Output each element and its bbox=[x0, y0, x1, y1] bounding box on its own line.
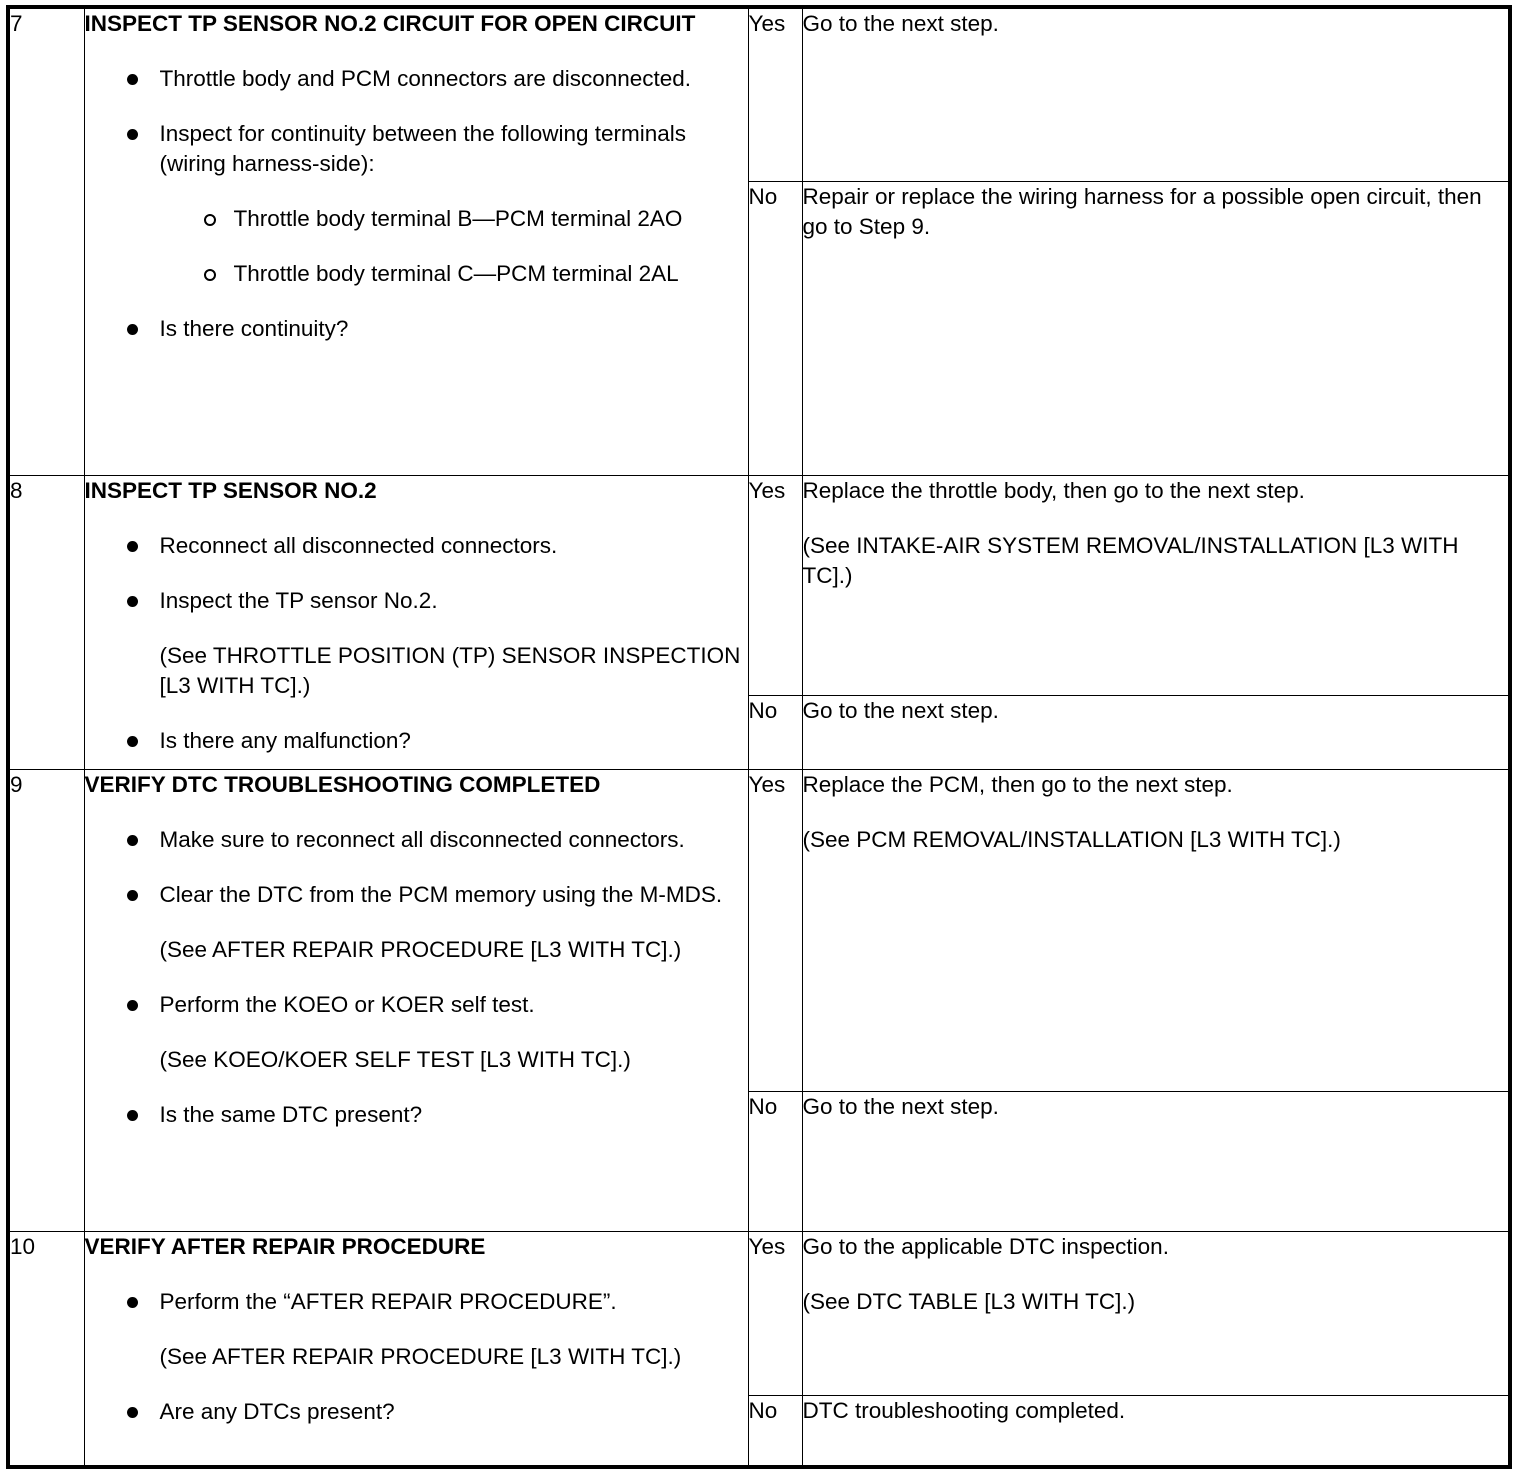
bullet-item bbox=[85, 119, 748, 289]
step-number: 10 bbox=[8, 1231, 84, 1467]
bullet-item: Are any DTCs present? bbox=[85, 1397, 748, 1427]
no-action bbox=[802, 695, 1510, 769]
step-title: VERIFY AFTER REPAIR PROCEDURE bbox=[84, 1233, 486, 1259]
step-9-yes-row bbox=[8, 769, 1510, 1091]
action-text: Go to the next step. bbox=[802, 1093, 999, 1119]
no-label: No bbox=[748, 695, 802, 769]
bullet-item: Is there continuity? bbox=[85, 314, 748, 344]
reference-link[interactable]: (See AFTER REPAIR PROCEDURE [L3 WITH TC].) bbox=[159, 936, 682, 962]
bullet-item: Reconnect all disconnected connectors. bbox=[85, 531, 748, 561]
bullet-text: Perform the KOEO or KOER self test. bbox=[159, 991, 535, 1017]
action-text: Repair or replace the wiring harness for a possible open circuit, then go to Step 9. bbox=[802, 183, 1482, 239]
bullet-item: Throttle body and PCM connectors are disconnected. bbox=[85, 64, 748, 94]
yes-action bbox=[802, 769, 1510, 1091]
step-cell bbox=[84, 7, 748, 475]
bullet-text: Inspect the TP sensor No.2. bbox=[159, 587, 438, 613]
no-action bbox=[802, 181, 1510, 475]
reference-link[interactable]: (See PCM REMOVAL/INSTALLATION [L3 WITH TC].) bbox=[802, 826, 1341, 852]
step-cell bbox=[84, 769, 748, 1231]
reference-link[interactable]: (See AFTER REPAIR PROCEDURE [L3 WITH TC].) bbox=[159, 1343, 682, 1369]
yes-label: Yes bbox=[748, 1231, 802, 1395]
step-number: 9 bbox=[8, 769, 84, 1231]
bullet-text: Perform the “AFTER REPAIR PROCEDURE”. bbox=[159, 1288, 617, 1314]
action-text: Go to the next step. bbox=[802, 11, 999, 36]
no-label: No bbox=[748, 181, 802, 475]
sub-bullet-item: Throttle body terminal C—PCM terminal 2AL bbox=[160, 259, 748, 289]
bullet-item bbox=[85, 1287, 748, 1372]
action-text: Go to the next step. bbox=[802, 697, 999, 723]
step-bullet-list bbox=[85, 825, 748, 1130]
bullet-text: Clear the DTC from the PCM memory using the M-MDS. bbox=[159, 881, 723, 907]
bullet-item bbox=[85, 586, 748, 701]
yes-action bbox=[802, 475, 1510, 695]
yes-action bbox=[802, 7, 1510, 181]
step-7-yes-row bbox=[8, 7, 1510, 181]
reference-link[interactable]: (See DTC TABLE [L3 WITH TC].) bbox=[802, 1288, 1136, 1314]
step-8-yes-row bbox=[8, 475, 1510, 695]
reference-link[interactable]: (See KOEO/KOER SELF TEST [L3 WITH TC].) bbox=[159, 1046, 631, 1072]
bullet-item bbox=[85, 990, 748, 1075]
yes-action bbox=[802, 1231, 1510, 1395]
diagnostic-table bbox=[6, 5, 1512, 1469]
bullet-item: Is the same DTC present? bbox=[85, 1100, 748, 1130]
step-title: VERIFY DTC TROUBLESHOOTING COMPLETED bbox=[84, 771, 601, 797]
bullet-item bbox=[85, 880, 748, 965]
yes-label: Yes bbox=[748, 475, 802, 695]
bullet-item: Make sure to reconnect all disconnected connectors. bbox=[85, 825, 748, 855]
no-label: No bbox=[748, 1395, 802, 1467]
no-action bbox=[802, 1091, 1510, 1231]
diagnostic-procedure-page bbox=[6, 5, 1508, 1467]
step-number: 7 bbox=[8, 7, 84, 475]
sub-bullet-list bbox=[160, 204, 748, 289]
step-cell bbox=[84, 1231, 748, 1467]
step-title: INSPECT TP SENSOR NO.2 bbox=[84, 477, 377, 503]
sub-bullet-item: Throttle body terminal B—PCM terminal 2AO bbox=[160, 204, 748, 234]
step-title: INSPECT TP SENSOR NO.2 CIRCUIT FOR OPEN CIRCUIT bbox=[84, 11, 696, 36]
action-text: DTC troubleshooting completed. bbox=[802, 1397, 1126, 1423]
action-text: Go to the applicable DTC inspection. bbox=[802, 1233, 1169, 1259]
bullet-item: Is there any malfunction? bbox=[85, 726, 748, 756]
step-bullet-list bbox=[85, 64, 748, 344]
bullet-text: Inspect for continuity between the following terminals (wiring harness-side): bbox=[159, 121, 687, 176]
step-number: 8 bbox=[8, 475, 84, 769]
no-action bbox=[802, 1395, 1510, 1467]
yes-label: Yes bbox=[748, 7, 802, 181]
step-cell bbox=[84, 475, 748, 769]
step-10-yes-row bbox=[8, 1231, 1510, 1395]
action-text: Replace the PCM, then go to the next step. bbox=[802, 771, 1233, 797]
step-bullet-list bbox=[85, 531, 748, 756]
reference-link[interactable]: (See INTAKE-AIR SYSTEM REMOVAL/INSTALLATION [L3 WITH TC].) bbox=[802, 532, 1459, 588]
yes-label: Yes bbox=[748, 769, 802, 1091]
step-bullet-list bbox=[85, 1287, 748, 1427]
no-label: No bbox=[748, 1091, 802, 1231]
reference-link[interactable]: (See THROTTLE POSITION (TP) SENSOR INSPECTION [L3 WITH TC].) bbox=[159, 642, 741, 698]
action-text: Replace the throttle body, then go to the next step. bbox=[802, 477, 1305, 503]
